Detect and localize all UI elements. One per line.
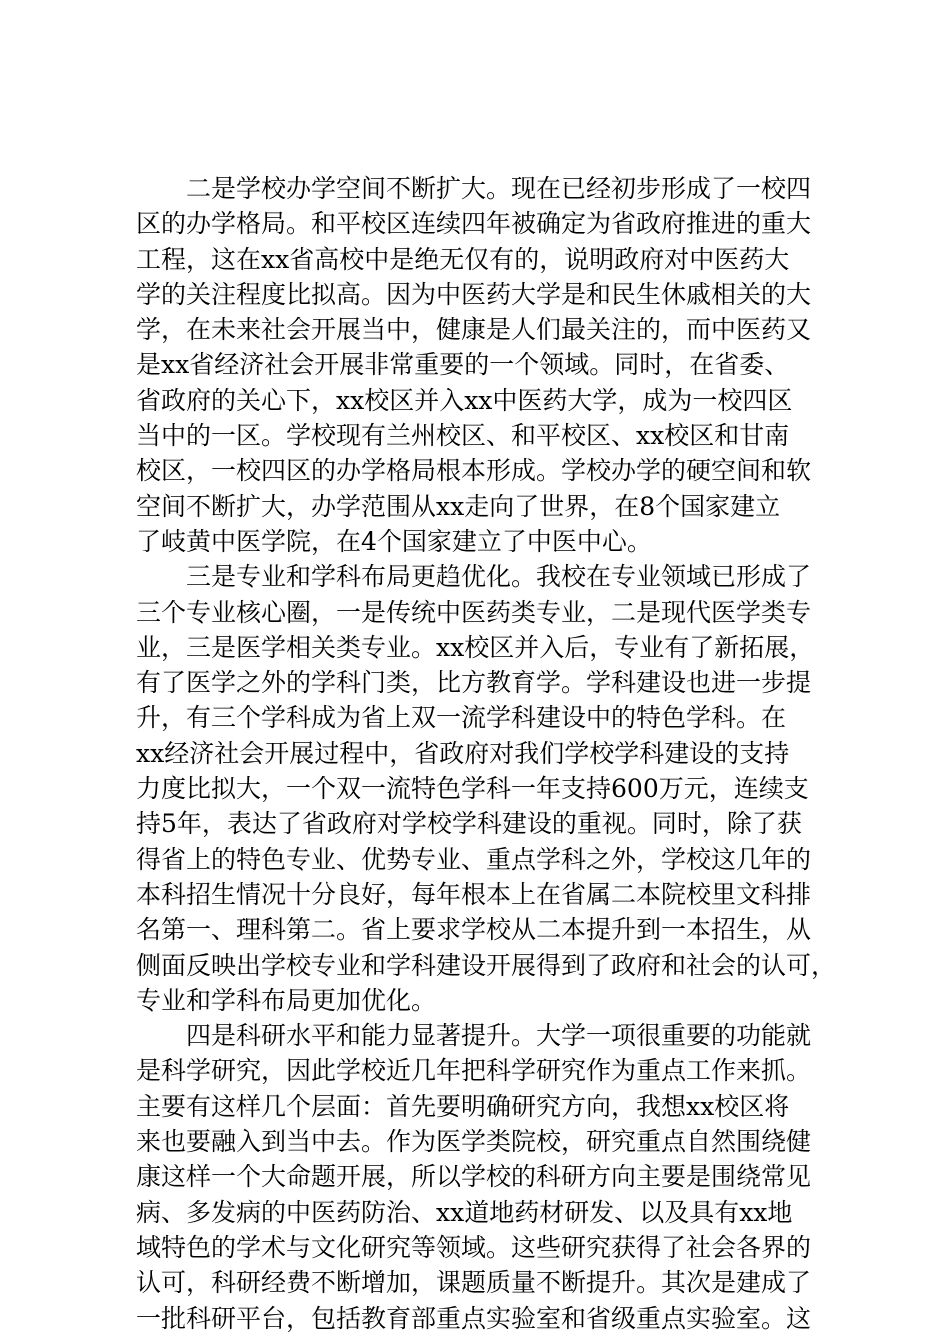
text-line: 域特色的学术与文化研究等领域。这些研究获得了社会各界的 xyxy=(136,1232,812,1262)
text-line: 侧面反映出学校专业和学科建设开展得到了政府和社会的认可， xyxy=(136,950,837,980)
text-line: 当中的一区。学校现有兰州校区、和平校区、xx校区和甘南 xyxy=(136,421,790,451)
text-line: 学的关注程度比拟高。因为中医药大学是和民生休戚相关的大 xyxy=(136,279,812,309)
text-line: 认可，科研经费不断增加，课题质量不断提升。其次是建成了 xyxy=(136,1268,812,1298)
text-line: 病、多发病的中医药防治、xx道地药材研发、以及具有xx地 xyxy=(136,1197,793,1227)
text-line: 是xx省经济社会开展非常重要的一个领域。同时，在省委、 xyxy=(136,350,790,380)
body-text xyxy=(136,171,836,1336)
text-line: 空间不断扩大，办学范围从xx走向了世界，在8个国家建立 xyxy=(136,491,781,521)
text-line: 来也要融入到当中去。作为医学类院校，研究重点自然围绕健 xyxy=(136,1127,812,1157)
text-line: 是科学研究，因此学校近几年把科学研究作为重点工作来抓。 xyxy=(136,1056,812,1086)
text-line: 得省上的特色专业、优势专业、重点学科之外，学校这几年的 xyxy=(136,844,812,874)
paragraph-disciplines xyxy=(136,559,836,1018)
text-line: 名第一、理科第二。省上要求学校从二本提升到一本招生，从 xyxy=(136,915,812,945)
text-line: 力度比拟大，一个双一流特色学科一年支持600万元，连续支 xyxy=(136,774,809,804)
text-line: 二是学校办学空间不断扩大。现在已经初步形成了一校四 xyxy=(186,174,812,203)
text-line: 三个专业核心圈，一是传统中医药类专业，二是现代医学类专 xyxy=(136,597,812,627)
text-line: 区的办学格局。和平校区连续四年被确定为省政府推进的重大 xyxy=(136,209,812,239)
text-line: 业，三是医学相关类专业。xx校区并入后，专业有了新拓展， xyxy=(136,632,815,662)
text-line: 本科招生情况十分良好，每年根本上在省属二本院校里文科排 xyxy=(136,879,812,909)
text-line: 主要有这样几个层面：首先要明确研究方向，我想xx校区将 xyxy=(136,1091,790,1121)
text-line: 一批科研平台，包括教育部重点实验室和省级重点实验室。这 xyxy=(136,1303,812,1333)
text-line: 四是科研水平和能力显著提升。大学一项很重要的功能就 xyxy=(186,1021,812,1051)
text-line: 校区，一校四区的办学格局根本形成。学校办学的硬空间和软 xyxy=(136,456,812,486)
paragraph-school-space xyxy=(136,171,836,559)
text-line: 省政府的关心下，xx校区并入xx中医药大学，成为一校四区 xyxy=(136,385,793,415)
text-line: 有了医学之外的学科门类，比方教育学。学科建设也进一步提 xyxy=(136,668,812,698)
text-line: 持5年，表达了省政府对学校学科建设的重视。同时，除了获 xyxy=(136,809,802,839)
text-line: 专业和学科布局更加优化。 xyxy=(136,985,437,1015)
text-line: xx经济社会开展过程中，省政府对我们学校学科建设的支持 xyxy=(136,738,790,768)
text-line: 升，有三个学科成为省上双一流学科建设中的特色学科。在 xyxy=(136,703,787,733)
text-line: 学，在未来社会开展当中，健康是人们最关注的，而中医药又 xyxy=(136,315,812,345)
text-line: 了岐黄中医学院，在4个国家建立了中医中心。 xyxy=(136,526,652,556)
text-line: 康这样一个大命题开展，所以学校的科研方向主要是围绕常见 xyxy=(136,1162,812,1192)
text-line: 三是专业和学科布局更趋优化。我校在专业领域已形成了 xyxy=(186,562,812,592)
text-line: 工程，这在xx省高校中是绝无仅有的，说明政府对中医药大 xyxy=(136,244,790,274)
paragraph-research xyxy=(136,1018,836,1336)
